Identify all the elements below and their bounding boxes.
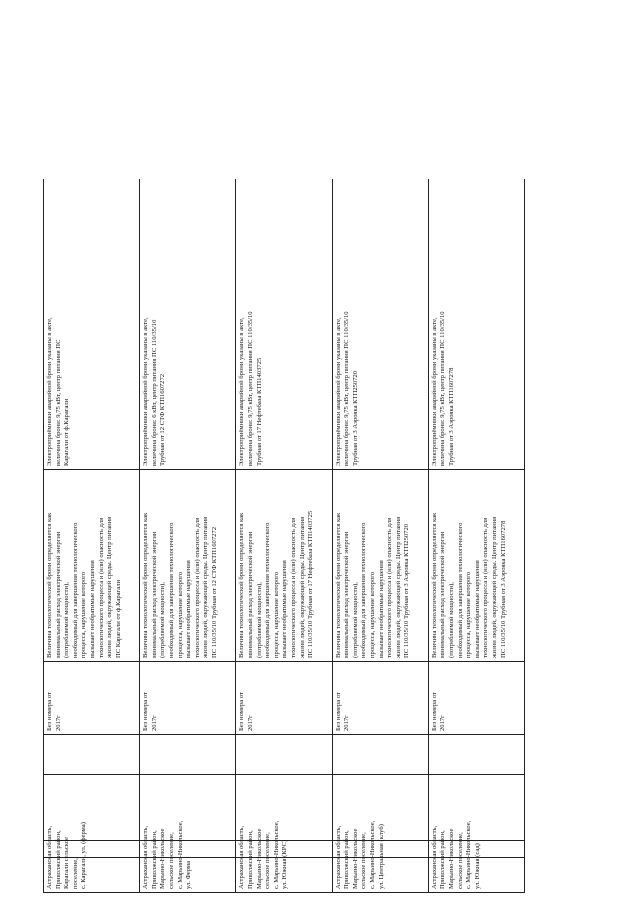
address-cell bbox=[428, 735, 524, 893]
table-row bbox=[428, 179, 524, 893]
reserve-table bbox=[43, 179, 525, 893]
address-text: Астраханская область, Приволжский район, Карагали сельское поселение, с. Карагали, ул. (ферма) bbox=[46, 822, 88, 889]
reserve-cell bbox=[332, 179, 428, 470]
document-cell bbox=[140, 662, 236, 735]
reserve-cell bbox=[428, 179, 524, 470]
description-text: Величина технологической брони определяется как минимальный расход электрической энергии (потребляемой мощности), необходимый для завершения технологического процесса, нарушение которого вызывает необратимые нарушения технологического процесса и (или) опасность для жизни людей, окружающей среды. Центр питания ПС 110/35/10 Трубная от 3 Аэрояка КТП250720 bbox=[334, 512, 411, 658]
description-cell bbox=[44, 470, 140, 662]
address-cell bbox=[44, 735, 140, 893]
description-text: Величина технологической брони определяется как минимальный расход электрической энергии (потребляемой мощности), необходимый для завершения технологического процесса, нарушение которого вызывает необратимые нарушения технологического процесса и (или) опасность для жизни людей, окружающей среды. Центр питания ПС 110/35/10 Трубная от 3 Аэрояка КТП1607278 bbox=[430, 512, 507, 658]
reserve-text: Электроприёмники аварийной брони указаны в акте, величина брони: 9,75 кВт, центр питания ПС 110/35/10 Трубная от 17 Нефтебаза КТП1403725 bbox=[238, 311, 263, 466]
reserve-text: Электроприёмники аварийной брони указаны в акте, величина брони: 6 кВт, центр питания ПС 110/35/10 Трубная от 12 СТФ КТП1607272 bbox=[142, 317, 167, 466]
description-cell bbox=[140, 470, 236, 662]
document-text: Без номера от 2017г bbox=[334, 692, 351, 731]
rotated-table-frame bbox=[43, 179, 525, 893]
address-cell bbox=[140, 735, 236, 893]
table-row bbox=[236, 179, 332, 893]
document-text: Без номера от 2017г bbox=[46, 692, 62, 731]
reserve-cell bbox=[140, 179, 236, 470]
description-cell bbox=[236, 470, 332, 662]
address-cell bbox=[332, 735, 428, 893]
reserve-cell bbox=[44, 179, 140, 470]
description-text: Величина технологической брони определяется как минимальный расход электрической энергии (потребляемой мощности), необходимый для завершения технологического процесса, нарушение которого вызывает необратимые нарушения технологического процесса и (или) опасность для жизни людей, окружающей среды. Центр питания ПС 110/35/10 Трубная от 12 СТФ КТП1607272 bbox=[142, 512, 218, 658]
document-cell bbox=[236, 662, 332, 735]
table-row bbox=[44, 179, 140, 893]
rotated-table-container bbox=[43, 179, 525, 893]
reserve-text: Электроприёмники аварийной брони указаны в акте, величина брони: 9,75 кВт, центр питания ПС 110/35/10 Трубная от 3 Аэрояка КТП250720 bbox=[334, 311, 359, 466]
address-text: Астраханская область, Приволжский район, Марьино-Никольское сельское поселение, с. Марьино-Никольское, ул. Ферма bbox=[142, 820, 193, 889]
address-text: Астраханская область, Приволжский район, Марьино-Никольское сельское поселение, с. Марьино-Никольское, ул. Центральная (клуб) bbox=[334, 820, 385, 889]
document-cell bbox=[44, 662, 140, 735]
address-text: Астраханская область, Приволжский район, Марьино-Никольское сельское поселение, с. Марьино-Никольское, ул. Южная (КРС) bbox=[238, 820, 289, 889]
document-cell bbox=[332, 662, 428, 735]
reserve-table-body bbox=[44, 179, 525, 893]
document-text: Без номера от 2017г bbox=[238, 692, 254, 731]
document-cell bbox=[428, 662, 524, 735]
table-row bbox=[332, 179, 428, 893]
reserve-cell bbox=[236, 179, 332, 470]
address-cell bbox=[236, 735, 332, 893]
description-text: Величина технологической брони определяется как минимальный расход электрической энергии (потребляемой мощности), необходимый для завершения технологического процесса, нарушение которого вызывает необратимые нарушения технологического процесса и (или) опасность для жизни людей, окружающей среды. Центр питания ПС 110/35/10 Трубная от 17 Нефтебаза КТП1403725 bbox=[238, 510, 315, 658]
description-cell bbox=[332, 470, 428, 662]
document-text: Без номера от 2017г bbox=[142, 692, 158, 731]
address-text: Астраханская область, Приволжский район, Марьино-Никольское сельское поселение, с. Марьино-Никольское, ул. Южная (сад) bbox=[430, 820, 481, 889]
description-text: Величина технологической брони определяется как минимальный расход электрической энергии (потребляемой мощности), необходимый для завершения технологического процесса, нарушение которого вызывает необратимые нарушения технологического процесса и (или) опасность для жизни людей, окружающей среды. Центр питания ПС Карагали от ф.Карагали bbox=[46, 512, 122, 658]
reserve-text: Электроприёмники аварийной брони указаны в акте, величина брони: 9,75 кВт, центр питания ПС 110/35/10 Трубная от 3 Аэрояка КТП1607278 bbox=[430, 311, 455, 466]
description-cell bbox=[428, 470, 524, 662]
reserve-text: Электроприёмники аварийной брони указаны в акте, величина брони: 9,75 кВт, центр питания ПС Карагали от ф.Карагали bbox=[46, 317, 71, 466]
document-text: Без номера от 2017г bbox=[430, 692, 447, 731]
table-row bbox=[140, 179, 236, 893]
